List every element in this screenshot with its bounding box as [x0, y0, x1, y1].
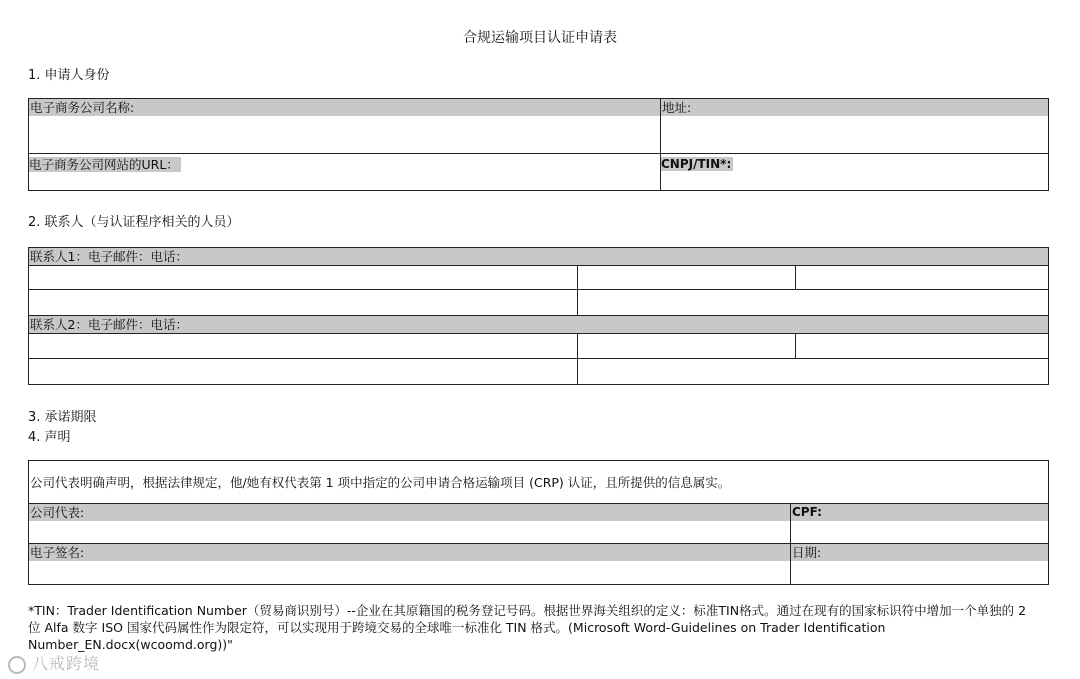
contact1-phone-field[interactable]: [796, 266, 1049, 290]
section-3-heading: 3. 承诺期限: [28, 410, 97, 425]
applicant-table: [28, 98, 1049, 191]
form-title: 合规运输项目认证申请表: [463, 30, 617, 46]
section-2-heading: 2. 联系人（与认证程序相关的人员）: [28, 215, 240, 230]
contact2-extra-field-a[interactable]: [29, 359, 578, 385]
section-4-heading: 4. 声明: [28, 430, 71, 445]
contacts-table: [28, 247, 1049, 385]
company-rep-label: 公司代表:: [29, 504, 790, 521]
website-url-cell[interactable]: [29, 154, 661, 191]
section-1-heading: 1. 申请人身份: [28, 68, 110, 83]
contact2-email-field[interactable]: [578, 334, 796, 359]
contact2-phone-field[interactable]: [796, 334, 1049, 359]
date-label: 日期:: [791, 544, 1048, 561]
e-signature-cell[interactable]: [29, 544, 791, 585]
contact1-name-field[interactable]: [29, 266, 578, 290]
address-label: 地址:: [661, 99, 1048, 116]
cnpj-tin-label: CNPJ/TIN*:: [661, 157, 732, 171]
website-url-label: 电子商务公司网站的URL：: [29, 157, 179, 172]
watermark-logo-icon: [8, 656, 26, 674]
watermark-text: 八戒跨境: [32, 654, 101, 673]
contact2-name-field[interactable]: [29, 334, 578, 359]
watermark: [8, 651, 100, 674]
contact1-email-field[interactable]: [578, 266, 796, 290]
company-name-label: 电子商务公司名称:: [29, 99, 660, 116]
tin-footnote: *TIN：Trader Identification Number（贸易商识别号）--企业在其原籍国的税务登记号码。根据世界海关组织的定义：标准TIN格式。通过在现有的国家标识符中增加一个单独的 2 位 Alfa 数字 ISO 国家代码属性作为限定符，可以实现用于跨境交易的全球唯一标准化 TIN 格式。(Microsoft Word-Guidelines on Trader Identification Number_EN.docx(wcoomd.org))": [28, 603, 1027, 652]
contact1-extra-field-b[interactable]: [578, 290, 1049, 316]
cpf-cell[interactable]: [791, 504, 1049, 544]
cpf-label: CPF:: [791, 504, 1048, 521]
date-cell[interactable]: [791, 544, 1049, 585]
contact2-extra-field-b[interactable]: [578, 359, 1049, 385]
company-name-cell[interactable]: [29, 99, 661, 154]
contact2-label: 联系人2：电子邮件：电话：: [29, 316, 1049, 334]
address-cell[interactable]: [661, 99, 1049, 154]
contact1-extra-field-a[interactable]: [29, 290, 578, 316]
contact1-label: 联系人1：电子邮件：电话：: [29, 248, 1049, 266]
declaration-statement: 公司代表明确声明，根据法律规定，他/她有权代表第 1 项中指定的公司申请合格运输项目 (CRP) 认证，且所提供的信息属实。: [29, 461, 1049, 504]
e-signature-label: 电子签名:: [29, 544, 790, 561]
declaration-table: [28, 460, 1049, 585]
cnpj-tin-cell[interactable]: [661, 154, 1049, 191]
company-rep-cell[interactable]: [29, 504, 791, 544]
